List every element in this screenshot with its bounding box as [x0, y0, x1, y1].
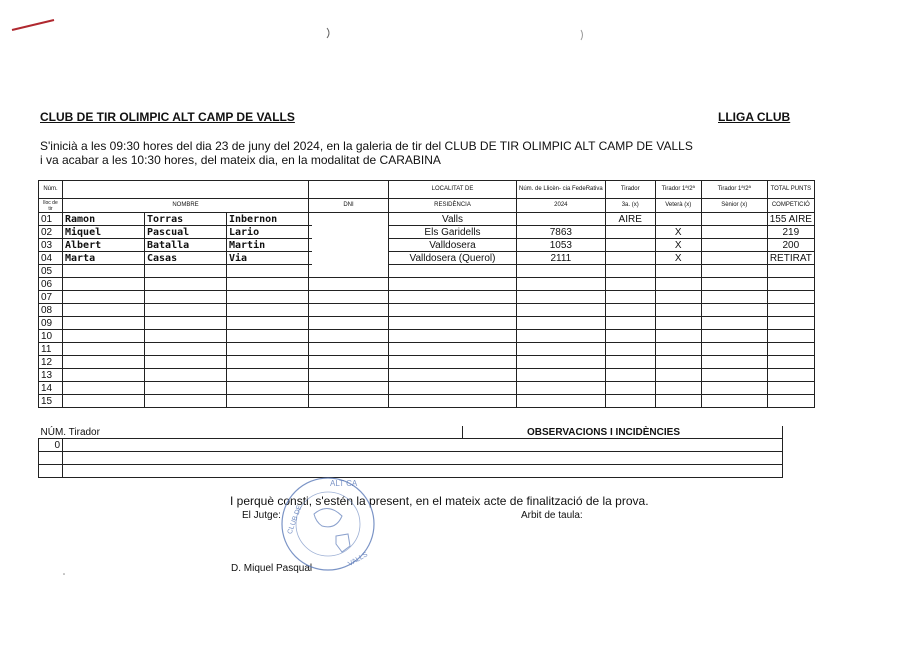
cell-veteran: X: [655, 239, 701, 252]
cell-locality: [389, 382, 517, 395]
cell-last1: [145, 265, 227, 278]
cell-tirador: [605, 265, 655, 278]
cell-last2: [227, 278, 309, 291]
intro-line-2: i va acabar a les 10:30 hores, del mateix dia, en la modalitat de CARABINA: [40, 153, 441, 167]
cell-first: [63, 343, 145, 356]
header-dni: DNI: [309, 199, 389, 213]
cell-total: [767, 343, 814, 356]
cell-license: [517, 317, 606, 330]
table-row: [39, 343, 815, 356]
cell-last1: [145, 304, 227, 317]
cell-last2: [227, 395, 309, 408]
observations-title: OBSERVACIONS I INCIDÈNCIES: [463, 426, 783, 439]
cell-dni: [309, 304, 389, 317]
cell-num: 05: [39, 265, 63, 278]
cell-last1: Casas: [145, 252, 227, 265]
cell-veteran: [655, 213, 701, 226]
header-veteran-sub: Veterà (x): [655, 199, 701, 213]
cell-first: [63, 395, 145, 408]
cell-veteran: [655, 330, 701, 343]
cell-total: [767, 330, 814, 343]
cell-senior: [701, 291, 767, 304]
cell-last2: Lario: [227, 226, 309, 239]
cell-first: [63, 265, 145, 278]
cell-total: [767, 278, 814, 291]
header-dni-top: [309, 181, 389, 199]
table-row: [39, 278, 815, 291]
dni-redaction: [312, 213, 388, 265]
cell-license: [517, 304, 606, 317]
cell-tirador: [605, 317, 655, 330]
cell-first: [63, 382, 145, 395]
cell-dni: [309, 382, 389, 395]
observations-line: [63, 452, 783, 465]
participants-table: [38, 180, 815, 408]
cell-first: [63, 278, 145, 291]
cell-license: [517, 369, 606, 382]
cell-locality: Valls: [389, 213, 517, 226]
table-row: [39, 330, 815, 343]
cell-veteran: [655, 395, 701, 408]
cell-last2: [227, 343, 309, 356]
cell-num: 11: [39, 343, 63, 356]
cell-last2: [227, 304, 309, 317]
cell-total: RETIRAT: [767, 252, 814, 265]
observations-num: [39, 452, 63, 465]
table-row: [39, 395, 815, 408]
cell-senior: [701, 252, 767, 265]
cell-last1: [145, 356, 227, 369]
cell-num: 14: [39, 382, 63, 395]
cell-last1: Batalla: [145, 239, 227, 252]
cell-senior: [701, 304, 767, 317]
cell-tirador: [605, 343, 655, 356]
header-total: TOTAL PUNTS: [767, 181, 814, 199]
table-row: [39, 382, 815, 395]
cell-senior: [701, 213, 767, 226]
table-row: [39, 265, 815, 278]
cell-first: [63, 356, 145, 369]
closing-statement: I perquè consti, s'estén la present, en el mateix acte de finalització de la prova.: [230, 494, 649, 508]
cell-tirador: [605, 252, 655, 265]
cell-veteran: [655, 382, 701, 395]
scan-speck: [324, 26, 334, 40]
header-localitat: LOCALITAT DE: [389, 181, 517, 199]
cell-dni: [309, 330, 389, 343]
cell-num: 07: [39, 291, 63, 304]
cell-first: Miquel: [63, 226, 145, 239]
table-row: [39, 356, 815, 369]
cell-locality: [389, 356, 517, 369]
cell-last2: [227, 356, 309, 369]
cell-last1: [145, 291, 227, 304]
cell-locality: [389, 317, 517, 330]
cell-last1: [145, 395, 227, 408]
observations-num: [39, 465, 63, 478]
league-title: LLIGA CLUB: [718, 110, 791, 124]
cell-locality: [389, 395, 517, 408]
cell-first: Marta: [63, 252, 145, 265]
cell-last2: [227, 382, 309, 395]
cell-last2: [227, 291, 309, 304]
cell-first: [63, 291, 145, 304]
cell-last2: Via: [227, 252, 309, 265]
cell-senior: [701, 239, 767, 252]
cell-locality: [389, 291, 517, 304]
cell-last1: [145, 317, 227, 330]
cell-last1: Pascual: [145, 226, 227, 239]
cell-total: [767, 317, 814, 330]
cell-veteran: [655, 317, 701, 330]
club-stamp: [278, 474, 378, 574]
header-senior-sub: Sènior (x): [701, 199, 767, 213]
table-row: [39, 226, 815, 239]
cell-locality: [389, 343, 517, 356]
cell-total: [767, 356, 814, 369]
club-title: CLUB DE TIR OLIMPIC ALT CAMP DE VALLS: [40, 110, 295, 124]
cell-last1: Torras: [145, 213, 227, 226]
cell-license: [517, 265, 606, 278]
cell-tirador: [605, 239, 655, 252]
cell-locality: [389, 304, 517, 317]
cell-locality: [389, 278, 517, 291]
cell-license: [517, 213, 606, 226]
cell-total: [767, 265, 814, 278]
header-nombre-top: [63, 181, 309, 199]
header-llicencia-year: 2024: [517, 199, 606, 213]
cell-veteran: X: [655, 226, 701, 239]
cell-license: [517, 343, 606, 356]
cell-last2: [227, 330, 309, 343]
cell-tirador: [605, 226, 655, 239]
table-row: [39, 239, 815, 252]
cell-license: [517, 356, 606, 369]
cell-veteran: X: [655, 252, 701, 265]
header-num: Núm.: [39, 181, 63, 199]
cell-num: 13: [39, 369, 63, 382]
cell-veteran: [655, 278, 701, 291]
cell-senior: [701, 343, 767, 356]
table-row: [39, 291, 815, 304]
cell-license: [517, 278, 606, 291]
observations-num: 0: [39, 439, 63, 452]
scan-speck: [578, 28, 588, 42]
cell-locality: [389, 369, 517, 382]
cell-license: [517, 395, 606, 408]
arbiter-label: Arbit de taula:: [521, 510, 583, 521]
observations-line: [63, 465, 783, 478]
cell-locality: [389, 330, 517, 343]
cell-tirador: [605, 382, 655, 395]
cell-tirador: [605, 304, 655, 317]
cell-tirador: [605, 395, 655, 408]
cell-locality: Valldosera: [389, 239, 517, 252]
stamp-text-right: VALLS: [347, 551, 370, 568]
cell-first: Ramon: [63, 213, 145, 226]
cell-last1: [145, 382, 227, 395]
header-nombre: NOMBRE: [63, 199, 309, 213]
cell-total: 219: [767, 226, 814, 239]
cell-license: 1053: [517, 239, 606, 252]
cell-dni: [309, 317, 389, 330]
cell-last1: [145, 330, 227, 343]
cell-total: [767, 369, 814, 382]
cell-veteran: [655, 369, 701, 382]
cell-first: Albert: [63, 239, 145, 252]
cell-num: 15: [39, 395, 63, 408]
cell-senior: [701, 356, 767, 369]
cell-senior: [701, 330, 767, 343]
cell-last1: [145, 369, 227, 382]
scan-dot: [62, 572, 66, 576]
cell-locality: [389, 265, 517, 278]
table-row: [39, 369, 815, 382]
cell-veteran: [655, 343, 701, 356]
cell-tirador: [605, 330, 655, 343]
header-tirador: Tirador: [605, 181, 655, 199]
judge-label: El Jutge:: [242, 510, 281, 521]
cell-last2: Martin: [227, 239, 309, 252]
cell-license: [517, 330, 606, 343]
cell-senior: [701, 369, 767, 382]
cell-license: [517, 382, 606, 395]
cell-first: [63, 369, 145, 382]
cell-veteran: [655, 356, 701, 369]
table-row: [39, 213, 815, 226]
cell-license: 7863: [517, 226, 606, 239]
header-residencia: RESIDÈNCIA: [389, 199, 517, 213]
cell-senior: [701, 395, 767, 408]
cell-num: 12: [39, 356, 63, 369]
cell-last2: [227, 265, 309, 278]
cell-last2: Inbernon: [227, 213, 309, 226]
observations-table: [38, 426, 783, 478]
header-veteran: Tirador 1ª/2ª: [655, 181, 701, 199]
cell-total: 200: [767, 239, 814, 252]
stamp-text-top: ALT CA: [330, 479, 358, 488]
intro-line-1: S'inicià a les 09:30 hores del dia 23 de juny del 2024, en la galeria de tir del CLUB DE TIR OLIMPIC ALT CAMP DE VALLS: [40, 139, 693, 153]
cell-dni: [309, 356, 389, 369]
cell-last2: [227, 317, 309, 330]
observations-line: [63, 439, 783, 452]
cell-first: [63, 304, 145, 317]
cell-dni: [309, 343, 389, 356]
cell-license: 2111: [517, 252, 606, 265]
cell-senior: [701, 226, 767, 239]
cell-first: [63, 317, 145, 330]
cell-num: 04: [39, 252, 63, 265]
cell-dni: [309, 265, 389, 278]
cell-num: 09: [39, 317, 63, 330]
cell-tirador: [605, 278, 655, 291]
table-row: [39, 304, 815, 317]
cell-dni: [309, 369, 389, 382]
cell-tirador: [605, 356, 655, 369]
cell-senior: [701, 265, 767, 278]
header-num-sub: lloc de tir: [39, 199, 63, 213]
stamp-text-left: CLUB DE: [286, 504, 304, 536]
cell-num: 10: [39, 330, 63, 343]
cell-total: [767, 395, 814, 408]
cell-license: [517, 291, 606, 304]
judge-name: D. Miquel Pasqual: [231, 563, 313, 574]
cell-locality: Els Garidells: [389, 226, 517, 239]
table-row: [39, 252, 815, 265]
header-senior: Tirador 1ª/2ª: [701, 181, 767, 199]
observations-num-label: NÚM. Tirador: [39, 426, 463, 439]
cell-tirador: [605, 369, 655, 382]
cell-veteran: [655, 304, 701, 317]
cell-total: [767, 304, 814, 317]
header-llicencia: Núm. de Llicèn- cia FedeRativa: [517, 181, 606, 199]
cell-total: 155 AIRE: [767, 213, 814, 226]
cell-tirador: [605, 291, 655, 304]
cell-num: 08: [39, 304, 63, 317]
cell-veteran: [655, 265, 701, 278]
cell-dni: [309, 291, 389, 304]
cell-num: 06: [39, 278, 63, 291]
cell-senior: [701, 382, 767, 395]
cell-dni: [309, 395, 389, 408]
cell-num: 01: [39, 213, 63, 226]
cell-total: [767, 382, 814, 395]
pen-mark: [10, 16, 56, 34]
cell-last1: [145, 278, 227, 291]
cell-total: [767, 291, 814, 304]
cell-senior: [701, 278, 767, 291]
cell-last2: [227, 369, 309, 382]
cell-num: 03: [39, 239, 63, 252]
cell-tirador: AIRE: [605, 213, 655, 226]
cell-first: [63, 330, 145, 343]
cell-num: 02: [39, 226, 63, 239]
cell-last1: [145, 343, 227, 356]
table-row: [39, 317, 815, 330]
cell-locality: Valldosera (Querol): [389, 252, 517, 265]
header-total-sub: COMPETICIÓ: [767, 199, 814, 213]
cell-dni: [309, 278, 389, 291]
cell-senior: [701, 317, 767, 330]
cell-veteran: [655, 291, 701, 304]
header-tirador-sub: 3a. (x): [605, 199, 655, 213]
